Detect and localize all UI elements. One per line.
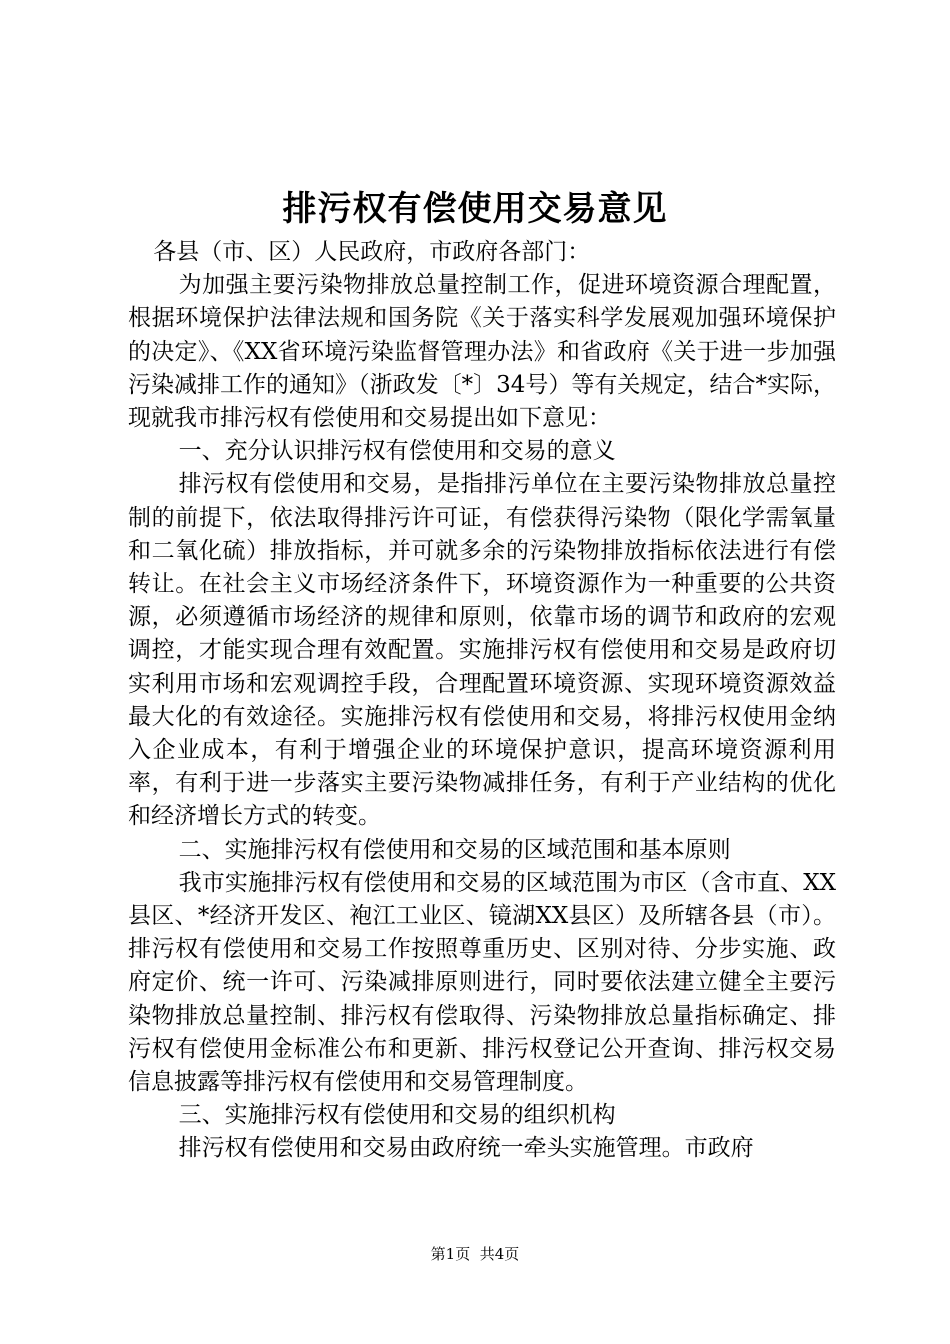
section-heading-2: 二、实施排污权有偿使用和交易的区域范围和基本原则 [178,836,731,863]
paragraph-section-2: 我市实施排污权有偿使用和交易的区域范围为市区（含市直、XX县区、*经济开发区、袍江工业区、镜湖XX县区）及所辖各县（市）。排污权有偿使用和交易工作按照尊重历史、区别对待、分步实施、政府定价、统一许可、污染减排原则进行，同时要依法建立健全主要污染物排放总量控制、排污权有偿取得、污染物排放总量指标确定、排污权有偿使用金标准公布和更新、排污权登记公开查询、排污权交易信息披露等排污权有偿使用和交易管理制度。 [128,869,836,1096]
page-number: 第1页 [430,1245,471,1263]
page-total: 共4页 [479,1245,520,1263]
document-title: 排污权有偿使用交易意见 [282,189,668,229]
page-footer [0,1244,950,1264]
paragraph-section-1: 排污权有偿使用和交易，是指排污单位在主要污染物排放总量控制的前提下，依法取得排污许可证，有偿获得污染物（限化学需氧量和二氧化硫）排放指标，并可就多余的污染物排放指标依法进行有偿转让。在社会主义市场经济条件下，环境资源作为一种重要的公共资源，必须遵循市场经济的规律和原则，依靠市场的调节和政府的宏观调控，才能实现合理有效配置。实施排污权有偿使用和交易是政府切实利用市场和宏观调控手段，合理配置环境资源、实现环境资源效益最大化的有效途径。实施排污权有偿使用和交易，将排污权使用金纳入企业成本，有利于增强企业的环境保护意识，提高环境资源利用率，有利于进一步落实主要污染物减排任务，有利于产业结构的优化和经济增长方式的转变。 [128,471,836,830]
paragraph-section-3: 排污权有偿使用和交易由政府统一牵头实施管理。市政府 [178,1135,754,1162]
section-heading-3: 三、实施排污权有偿使用和交易的组织机构 [178,1102,616,1129]
document-body [128,236,836,1166]
paragraph-intro: 为加强主要污染物排放总量控制工作，促进环境资源合理配置，根据环境保护法律法规和国务院《关于落实科学发展观加强环境保护的决定》、《XX省环境污染监督管理办法》和省政府《关于进一步加强污染减排工作的通知》（浙政发〔*〕34号）等有关规定，结合*实际，现就我市排污权有偿使用和交易提出如下意见： [128,272,836,432]
salutation: 各县（市、区）人民政府，市政府各部门： [153,239,591,265]
section-heading-1: 一、充分认识排污权有偿使用和交易的意义 [178,438,616,465]
